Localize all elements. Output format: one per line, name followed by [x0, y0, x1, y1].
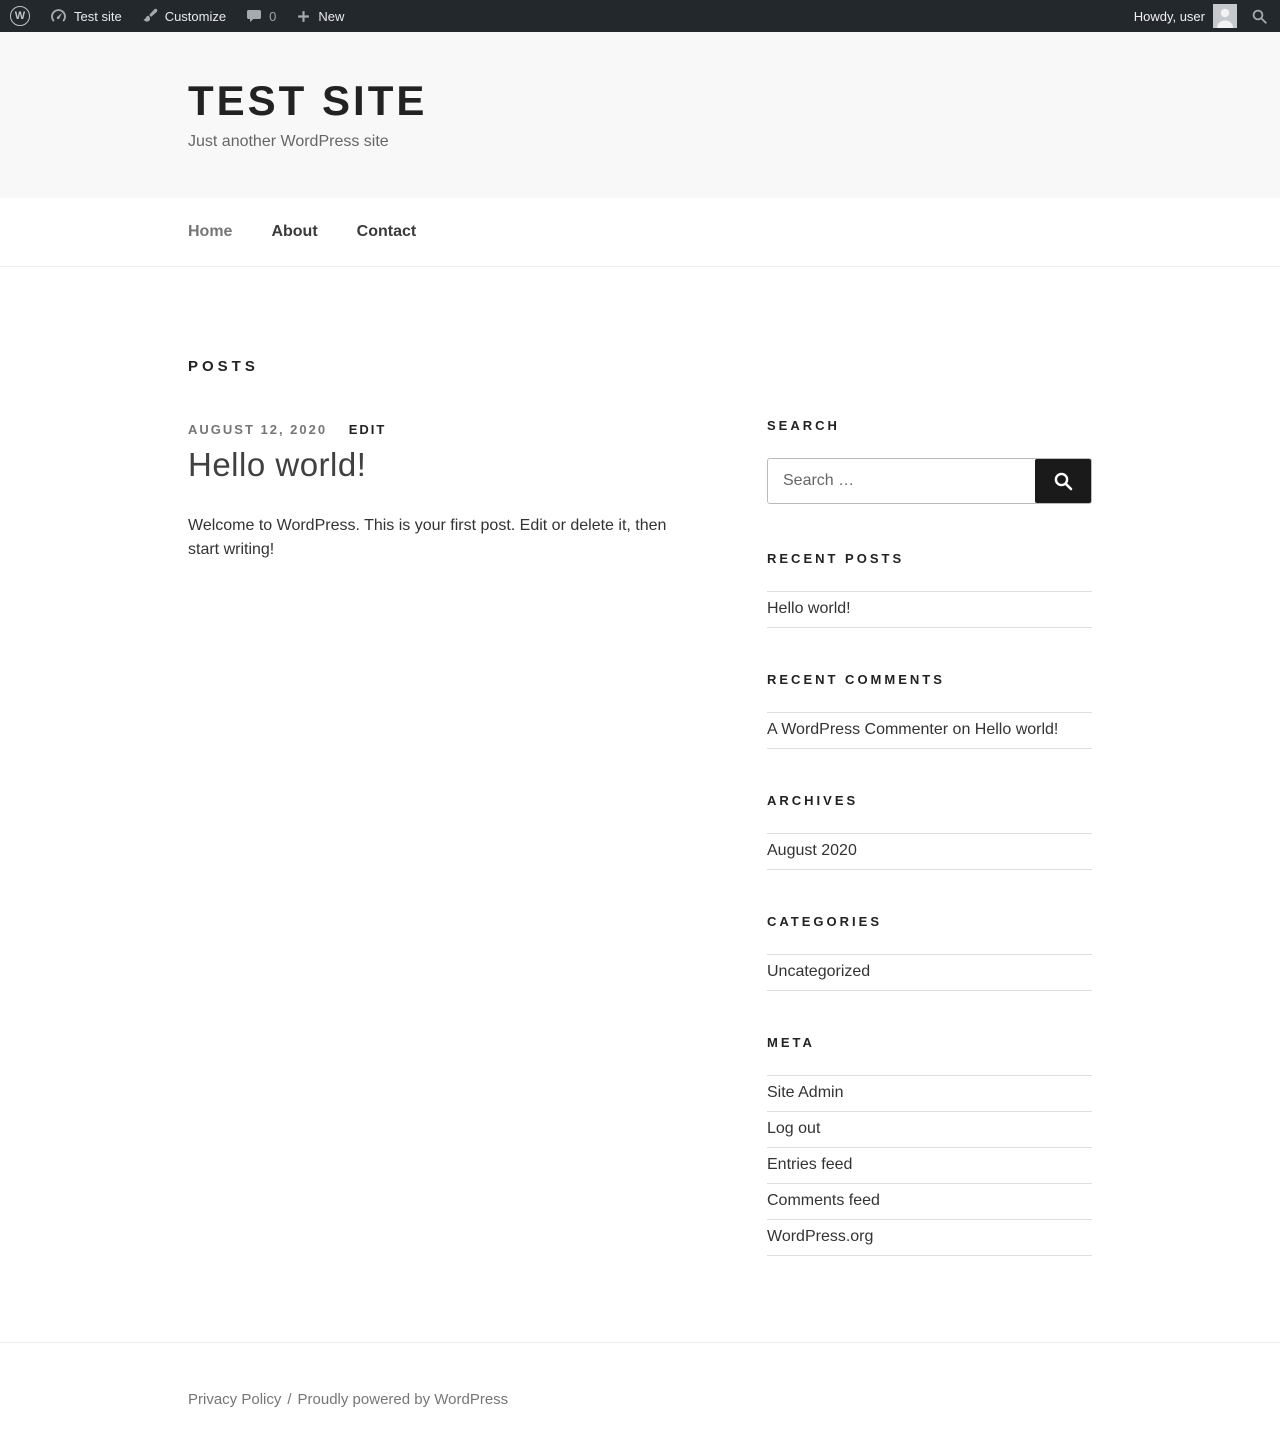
list-item — [767, 955, 1092, 991]
privacy-policy-link[interactable]: Privacy Policy — [188, 1391, 282, 1408]
posts-section-title: POSTS — [188, 358, 259, 375]
list-item — [767, 1184, 1092, 1220]
post-edit-link[interactable]: EDIT — [348, 422, 387, 437]
dashboard-gauge-icon — [50, 8, 67, 25]
content-area — [188, 267, 1092, 1342]
post-body: Welcome to WordPress. This is your first post. Edit or delete it, then start writing! — [188, 517, 667, 558]
admin-bar-customize-label: Customize — [164, 8, 227, 24]
admin-bar-comments-count: 0 — [269, 8, 277, 24]
admin-bar-customize[interactable] — [132, 0, 236, 32]
admin-bar-comments[interactable] — [236, 0, 286, 32]
posts-column — [188, 358, 688, 562]
comment-connector: on — [948, 721, 975, 738]
nav-item-home[interactable]: Home — [188, 223, 233, 240]
admin-bar-site-name[interactable] — [40, 0, 132, 32]
powered-by-link[interactable]: Proudly powered by WordPress — [297, 1391, 509, 1408]
admin-bar-new-label: New — [318, 8, 345, 24]
list-item — [767, 1112, 1092, 1148]
post-meta — [188, 422, 688, 437]
list-item — [767, 1148, 1092, 1184]
search-widget — [767, 418, 1092, 504]
site-tagline: Just another WordPress site — [188, 133, 389, 151]
avatar — [1213, 4, 1237, 28]
comment-post-link[interactable]: Hello world! — [974, 721, 1059, 738]
list-item — [767, 834, 1092, 870]
main-navigation — [0, 198, 1280, 267]
category-link[interactable]: Uncategorized — [767, 963, 871, 980]
recent-posts-widget — [767, 551, 1092, 628]
meta-widget — [767, 1035, 1092, 1256]
sidebar — [767, 418, 1092, 1300]
list-item — [767, 713, 1092, 749]
nav-item-about[interactable]: About — [271, 223, 318, 240]
recent-comments-widget — [767, 672, 1092, 749]
comment-bubble-icon — [246, 8, 262, 24]
site-header — [0, 32, 1280, 198]
meta-log-out-link[interactable]: Log out — [767, 1120, 821, 1137]
list-item — [767, 592, 1092, 628]
recent-comments-title: RECENT COMMENTS — [767, 672, 945, 687]
search-icon — [1052, 470, 1074, 492]
post-date-link[interactable]: AUGUST 12, 2020 — [188, 422, 328, 437]
archive-link[interactable]: August 2020 — [767, 842, 857, 859]
admin-bar-my-account[interactable] — [1134, 0, 1245, 32]
site-footer — [0, 1342, 1280, 1445]
admin-bar — [0, 0, 1280, 32]
recent-post-link[interactable]: Hello world! — [767, 600, 851, 617]
admin-bar-search-toggle[interactable] — [1245, 0, 1280, 32]
customize-brush-icon — [142, 8, 158, 24]
nav-item-contact[interactable]: Contact — [356, 223, 417, 240]
archives-list — [767, 833, 1092, 870]
recent-posts-list — [767, 591, 1092, 628]
meta-comments-feed-link[interactable]: Comments feed — [767, 1192, 880, 1209]
admin-bar-new[interactable] — [286, 0, 354, 32]
search-form — [767, 458, 1092, 504]
comment-author-link[interactable]: A WordPress Commenter — [767, 721, 949, 738]
admin-bar-right — [1134, 0, 1280, 32]
meta-entries-feed-link[interactable]: Entries feed — [767, 1156, 853, 1173]
search-widget-title: SEARCH — [767, 418, 840, 433]
footer-separator: / — [287, 1391, 292, 1408]
list-item — [767, 1220, 1092, 1256]
categories-widget — [767, 914, 1092, 991]
meta-site-admin-link[interactable]: Site Admin — [767, 1084, 844, 1101]
wordpress-logo-icon: W — [10, 6, 30, 26]
wordpress-logo-menu[interactable] — [0, 0, 40, 32]
categories-title: CATEGORIES — [767, 914, 882, 929]
categories-list — [767, 954, 1092, 991]
meta-list — [767, 1075, 1092, 1256]
post-title — [188, 446, 688, 484]
search-submit-button[interactable] — [1035, 459, 1091, 503]
post-article — [188, 422, 688, 562]
list-item — [767, 1076, 1092, 1112]
admin-bar-site-name-label: Test site — [74, 8, 122, 24]
recent-posts-title: RECENT POSTS — [767, 551, 905, 566]
post-title-link[interactable]: Hello world! — [188, 446, 367, 483]
plus-icon — [296, 9, 311, 24]
howdy-label: Howdy, user — [1133, 8, 1205, 24]
meta-title: META — [767, 1035, 815, 1050]
site-title[interactable]: TEST SITE — [188, 77, 428, 124]
meta-wordpress-org-link[interactable]: WordPress.org — [767, 1228, 874, 1245]
search-icon — [1251, 8, 1268, 25]
archives-title: ARCHIVES — [767, 793, 859, 808]
archives-widget — [767, 793, 1092, 870]
recent-comments-list — [767, 712, 1092, 749]
